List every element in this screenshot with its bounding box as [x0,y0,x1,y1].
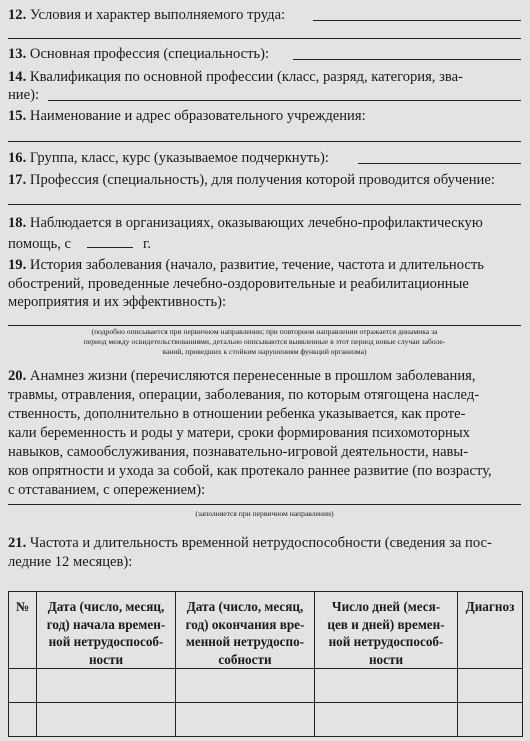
header-number: № [9,592,37,669]
item-label: Условия и характер выполняемого труда: [29,7,286,23]
item-20-field[interactable] [8,504,521,505]
table-cell[interactable] [315,703,458,737]
header-days-count: Число дней (меся- цев и дней) времен- ной нетрудоспособ- ности [315,592,458,669]
item-number: 15. [8,108,27,124]
item-19-label-line2: обострений, проведенные лечебно-оздоровительные и реабилитационные [8,276,469,292]
item-20-label-line7: с отставанием, с опережением): [8,482,206,498]
table-cell[interactable] [176,703,315,737]
item-number: 14. [8,69,27,85]
table-cell[interactable] [37,669,176,703]
item-label: История заболевания (начало, развитие, течение, частота и длительность [29,257,484,273]
table-cell[interactable] [9,669,37,703]
item-19-note-line3: ваний, приведших к стойким нарушениям функций организма) [162,347,367,356]
item-16-field[interactable] [358,163,521,164]
item-18 [8,214,483,232]
item-20-label-line5: навыков, самообслуживания, познавательно-игровой деятельности, навы- [8,444,469,460]
item-18-year-suffix: г. [143,236,151,252]
item-label: Анамнез жизни (перечисляются перенесенные в прошлом заболевания, [29,368,476,384]
item-21-label-line2: ледние 12 месяцев): [8,554,133,570]
item-20-note: (заполняется при первичном направлении) [195,509,334,518]
table-header-row [9,592,523,669]
item-number: 20. [8,368,27,384]
item-label: Наименование и адрес образовательного учреждения: [29,108,366,124]
item-label: Группа, класс, курс (указываемое подчеркнуть): [29,150,329,166]
item-19-note-line1: (подробно описывается при первичном направлении; при повторном направлении отражается динамика за [91,327,438,336]
item-19 [8,256,484,274]
header-diagnosis: Диагноз [458,592,523,669]
item-18-date-field[interactable] [87,247,133,248]
item-20-label-line6: ков опрятности и ухода за собой, как протекало раннее развитие (по возрасту, [8,463,492,479]
item-number: 16. [8,150,27,166]
item-label: Наблюдается в организациях, оказывающих лечебно-профилактическую [29,215,483,231]
table-cell[interactable] [176,669,315,703]
item-label: Частота и длительность временной нетрудоспособности (сведения за пос- [29,535,492,551]
table-cell[interactable] [315,669,458,703]
table-row [9,703,523,737]
item-18-label-cont: помощь, с [8,236,72,252]
item-12-field[interactable] [313,20,521,21]
item-number: 17. [8,172,27,188]
item-16 [8,149,329,167]
disability-table [8,591,523,737]
table-cell[interactable] [37,703,176,737]
item-20-label-line2: травмы, отравления, операции, заболевания, по которым отягощена наслед- [8,387,480,403]
item-13 [8,45,269,63]
item-14-label-cont: ние): [8,87,40,103]
item-15 [8,107,366,125]
item-label: Основная профессия (специальность): [29,46,270,62]
item-14-field[interactable] [48,100,521,101]
item-17 [8,171,495,189]
item-14 [8,68,463,86]
item-12-field-line2[interactable] [8,38,521,39]
item-label: Профессия (специальность), для получения которой проводится обучение: [29,172,495,188]
item-17-field[interactable] [8,204,521,205]
item-number: 13. [8,46,27,62]
item-19-field[interactable] [8,325,521,326]
item-number: 19. [8,257,27,273]
item-21 [8,534,492,552]
item-13-field[interactable] [293,59,521,60]
item-label: Квалификация по основной профессии (класс, разряд, категория, зва- [29,69,463,85]
item-number: 18. [8,215,27,231]
table-cell[interactable] [458,703,523,737]
item-20 [8,367,476,385]
table-row [9,669,523,703]
item-number: 12. [8,7,27,23]
header-end-date: Дата (число, месяц, год) окончания вре- менной нетрудоспо- собности [176,592,315,669]
item-19-note-line2: период между освидетельствованиями, детально описываются выявленные в этот период новые случаи заболе- [83,337,446,346]
item-12 [8,6,285,24]
item-number: 21. [8,535,27,551]
item-20-label-line4: кали беременность и роды у матери, сроки формирования психомоторных [8,425,470,441]
item-20-label-line3: ственность, дополнительно в отношении ребенка указывается, как проте- [8,406,466,422]
header-start-date: Дата (число, месяц, год) начала времен- ной нетрудоспособ- ности [37,592,176,669]
table-cell[interactable] [9,703,37,737]
item-19-label-line3: мероприятия и их эффективность): [8,294,227,310]
table-cell[interactable] [458,669,523,703]
item-15-field[interactable] [8,141,521,142]
